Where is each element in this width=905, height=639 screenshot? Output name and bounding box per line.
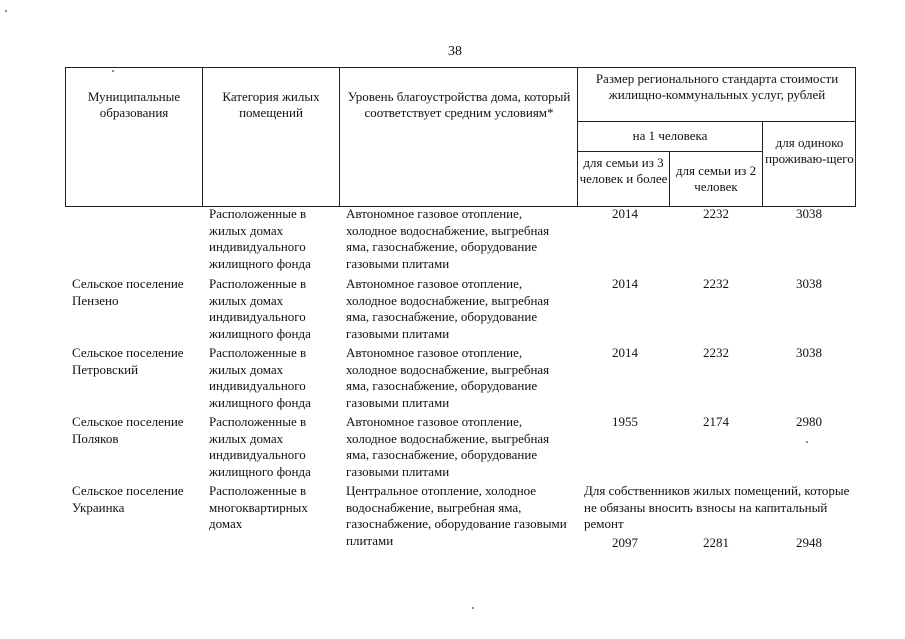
scan-speck [806,441,808,443]
cell-level: Центральное отопление, холодное водоснабжение, выгребная яма, газоснабжение, оборудование газовыми плитами [346,483,567,549]
header-divider [339,67,340,207]
cell-category: Расположенные в жилых домах индивидуального жилищного фонда [209,206,311,272]
header-divider [669,151,670,207]
cell-municipality: Сельское поселение Украинка [72,483,184,515]
cell-family3: 2014 [612,345,638,360]
cell-category: Расположенные в жилых домах индивидуального жилищного фонда [209,345,311,411]
cell-category: Расположенные в жилых домах индивидуального жилищного фонда [209,414,311,480]
cell-family2: 2232 [703,206,729,221]
header-category: Категория жилых помещений [222,89,320,120]
scan-speck [472,607,474,609]
cell-level: Автономное газовое отопление, холодное водоснабжение, выгребная яма, газоснабжение, оборудование газовыми плитами [346,206,550,272]
cell-category: Расположенные в многоквартирных домах [209,483,308,532]
cell-single: 2980 [796,414,822,429]
cell-family2: 2174 [703,414,729,429]
cell-family3: 1955 [612,414,638,429]
header-level-line1: Уровень благоустройства дома, который [347,89,571,104]
cell-level: Автономное газовое отопление, холодное водоснабжение, выгребная яма, газоснабжение, оборудование газовыми плитами [346,414,550,480]
scan-speck [112,70,114,72]
header-municipal: Муниципальные образования [87,89,181,120]
cell-municipality: Сельское поселение Петровский [72,345,184,377]
header-per-person: на 1 человека [632,128,708,143]
cell-single: 3038 [796,206,822,221]
cell-note: Для собственников жилых помещений, которые не обязаны вносить взносы на капитальный ремонт [584,483,850,532]
cell-family2: 2281 [703,535,729,550]
cell-municipality: Сельское поселение Поляков [72,414,184,446]
cell-category: Расположенные в жилых домах индивидуального жилищного фонда [209,276,311,342]
cell-level: Автономное газовое отопление, холодное водоснабжение, выгребная яма, газоснабжение, оборудование газовыми плитами [346,345,550,411]
header-level [343,89,575,121]
header-family2: для семьи из 2 человек [675,163,757,194]
cell-family3: 2097 [612,535,638,550]
header-level-line2: соответствует средним условиям* [364,105,554,120]
header-divider [577,121,856,122]
cell-family3: 2014 [612,276,638,291]
cell-municipality: Сельское поселение Пензено [72,276,184,308]
cell-single: 2948 [796,535,822,550]
cell-family2: 2232 [703,276,729,291]
cell-family2: 2232 [703,345,729,360]
header-divider [762,121,763,207]
header-divider [202,67,203,207]
header-single: для одиноко проживаю-щего [765,135,854,166]
header-standard: Размер регионального стандарта стоимости жилищно-коммунальных услуг, рублей [595,71,839,102]
header-family3: для семьи из 3 человек и более [579,155,668,186]
cell-level: Автономное газовое отопление, холодное водоснабжение, выгребная яма, газоснабжение, оборудование газовыми плитами [346,276,550,342]
header-divider [577,67,578,207]
cell-single: 3038 [796,345,822,360]
page-number: 38 [448,44,462,59]
cell-single: 3038 [796,276,822,291]
scan-speck [5,10,7,12]
cell-family3: 2014 [612,206,638,221]
